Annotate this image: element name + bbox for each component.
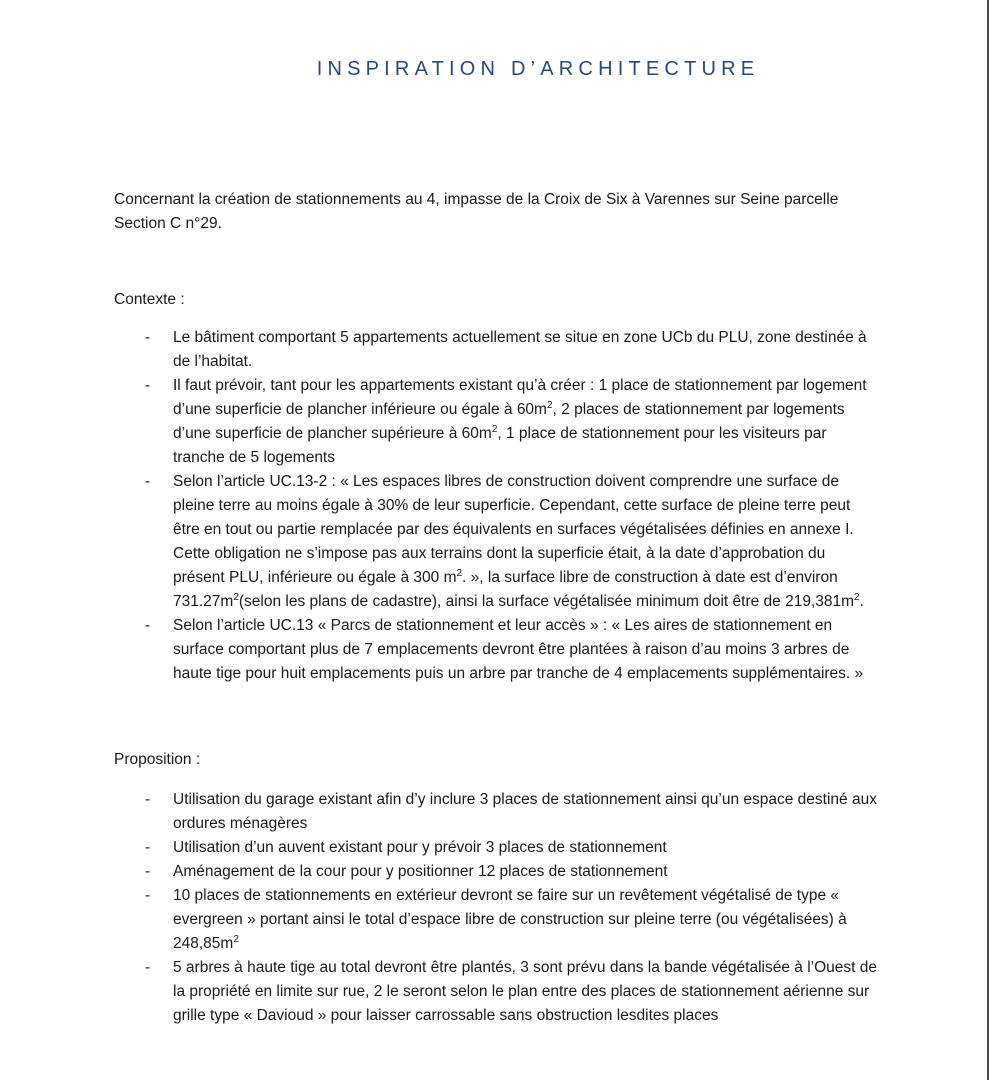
superscript: 2 xyxy=(456,567,463,579)
bullet-dash: - xyxy=(145,887,151,904)
context-list xyxy=(0,326,880,686)
bullet-dash: - xyxy=(145,473,151,490)
intro-paragraph: Concernant la création de stationnements au 4, impasse de la Croix de Six à Varennes sur Seine parcelle Section C n°29. xyxy=(114,191,839,232)
list-item xyxy=(0,614,880,686)
list-item-text: Aménagement de la cour pour y positionner 12 places de stationnement xyxy=(173,863,668,880)
list-item xyxy=(0,326,880,374)
list-item-text: Utilisation du garage existant afin d’y inclure 3 places de stationnement ainsi qu’un espace destiné aux ordures ménagères xyxy=(173,791,877,832)
list-item-text: Utilisation d’un auvent existant pour y prévoir 3 places de stationnement xyxy=(173,839,667,856)
list-item-text: Il faut prévoir, tant pour les appartements existant qu’à créer : 1 place de stationnement par logement d’une superficie de plancher inférieure ou égale à 60m xyxy=(173,377,867,418)
list-item xyxy=(0,860,880,884)
bullet-dash: - xyxy=(145,329,151,346)
list-item-text: , 2 places de stationnement par logements d’une superficie de plancher supérieure à 60m xyxy=(173,401,845,442)
proposition-list xyxy=(0,788,880,1028)
list-item-text: Selon l’article UC.13 « Parcs de stationnement et leur accès » : « Les aires de stationnement en surface comportant plus de 7 emplacements devront être plantées à raison d’au moins 3 arbres de haute tige pour huit emplacements puis un arbre par tranche de 4 emplacements supplémentaires. » xyxy=(173,617,864,682)
list-item xyxy=(0,374,880,470)
bullet-dash: - xyxy=(145,863,151,880)
proposition-heading: Proposition : xyxy=(114,751,201,768)
superscript: 2 xyxy=(546,399,553,411)
list-item-text: , 1 place de stationnement pour les visiteurs par tranche de 5 logements xyxy=(173,425,827,466)
bullet-dash: - xyxy=(145,839,151,856)
list-item-text: . xyxy=(859,593,864,610)
bullet-dash: - xyxy=(145,617,151,634)
superscript: 2 xyxy=(233,933,239,945)
list-item-text: . », la surface libre de construction à date est d’environ 731.27m xyxy=(173,569,838,610)
bullet-dash: - xyxy=(145,959,151,976)
list-item-text: 5 arbres à haute tige au total devront être plantés, 3 sont prévu dans la bande végétalisée à l’Ouest de la propriété en limite sur rue, 2 le seront selon le plan entre des places de stationnement aérienne sur grille type « Davioud » pour laisser carrossable sans obstruction lesdites places xyxy=(173,959,877,1024)
list-item-text: Selon l’article UC.13-2 : « Les espaces libres de construction doivent comprendre une surface de pleine terre au moins égale à 30% de leur superficie. Cependant, cette surface de pleine terre peut être en tout ou partie remplacée par des équivalents en surfaces végétalisées définies en annexe I. Cette obligation ne s’impose pas aux terrains dont la superficie était, à la date d’approbation du présent PLU, inférieure ou égale à 300 m xyxy=(173,473,854,586)
bullet-dash: - xyxy=(145,791,151,808)
list-item xyxy=(0,836,880,860)
list-item xyxy=(0,956,880,1028)
list-item-text: 10 places de stationnements en extérieur devront se faire sur un revêtement végétalisé de type « evergreen » portant ainsi le total d’espace libre de construction sur pleine terre (ou végétalisées) à 248,85m xyxy=(173,887,847,952)
superscript: 2 xyxy=(233,591,239,603)
bullet-dash: - xyxy=(145,377,151,394)
list-item-text: Le bâtiment comportant 5 appartements actuellement se situe en zone UCb du PLU, zone destinée à de l’habitat. xyxy=(173,329,867,370)
list-item xyxy=(0,470,880,614)
list-item-text: (selon les plans de cadastre), ainsi la surface végétalisée minimum doit être de 219,381m xyxy=(238,593,855,610)
list-item xyxy=(0,788,880,836)
superscript: 2 xyxy=(491,423,498,435)
context-heading: Contexte : xyxy=(114,291,185,308)
list-item xyxy=(0,884,880,956)
superscript: 2 xyxy=(854,591,860,603)
document-title: INSPIRATION D’ARCHITECTURE xyxy=(316,58,760,80)
